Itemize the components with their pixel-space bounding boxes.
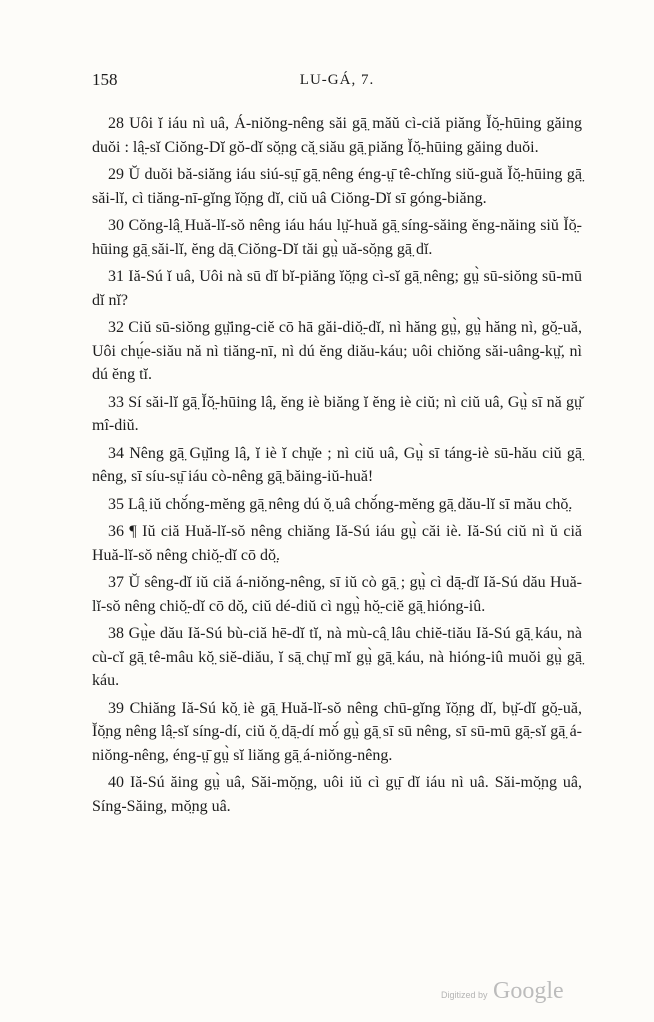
page-body: [92, 112, 582, 822]
verse-34: 34 Nêng gā̤ Gṳ̆ing lâ̤, ĭ iè ĭ chṳ̆e ; nì ciŭ uâ, Gṳ̀ sī táng-iè sū-hău ciŭ gā̤ nêng, sī síu-sṳ̄ iáu cò-nêng gā̤ băing-iŭ-huă!: [92, 444, 582, 485]
verse-39: 39 Chiăng Iă-Sú kŏ̤ iè gā̤ Huă-lĭ-sŏ nêng chū-gĭng ĭŏ̤ng dĭ, bṳ̆-dĭ gŏ̤-uă, Ĭŏ̤ng nêng lâ̤-sĭ síng-dí, ciŭ ŏ̤ dā̤-dí mŏ́ gṳ̀ gā̤ sī sū nêng, sī sū-mū gā̤-sĭ gā̤ á-niŏng-nêng, éng-ṳ̄ gṳ̀ sĭ liăng gā̤ á-niŏng-nêng.: [92, 699, 582, 764]
page-header: [92, 70, 582, 94]
watermark-brand: Google: [493, 978, 564, 1004]
verse-38: 38 Gṳ̀e dău Iă-Sú bù-ciă hē-dĭ tĭ, nà mù-câ̤ lâu chiĕ-tiău Iă-Sú gā̤ káu, nà cù-cĭ gā̤ tê-mâu kŏ̤ siĕ-diău, ĭ sā̤ chṳ̄ mĭ gṳ̀ gā̤ káu, nà hióng-iû muŏi gṳ̀ gā̤ káu.: [92, 625, 582, 689]
verse-30: 30 Cŏng-lâ̤ Huă-lĭ-sŏ nêng iáu háu lṳ̆-huă gā̤ síng-săing ĕng-năing siŭ Ĭŏ̤-hūing gā̤ săi-lĭ, ĕng dā̤ Ciŏng-Dĭ tăi gṳ̀ uă-sŏ̤ng gā̤ dĭ.: [92, 217, 582, 258]
verse-40: 40 Iă-Sú ăing gṳ̀ uâ, Săi-mŏ̤ng, uôi iŭ cì gṳ̄ dĭ iáu nì uâ. Săi-mŏ̤ng uâ, Síng-Săing, mŏ̤ng uâ.: [92, 774, 582, 815]
watermark-prefix: Digitized by: [441, 990, 488, 1000]
verse-31: 31 Iă-Sú ĭ uâ, Uôi nà sū dĭ bĭ-piăng ĭŏ̤ng cì-sĭ gā̤ nêng; gṳ̀ sū-siŏng sū-mū dĭ nĭ?: [92, 268, 582, 309]
verse-36: 36 ¶ Iŭ ciă Huă-lĭ-sŏ nêng chiăng Iă-Sú iáu gṳ̀ căi iè. Iă-Sú ciŭ nì ŭ ciă Huă-lĭ-sŏ nêng chiŏ̤-dĭ cō dŏ̤.: [92, 523, 582, 564]
verse-35: 35 Lâ̤ iŭ chŏ́ng-mĕng gā̤ nêng dú ŏ̤ uâ chŏ́ng-mĕng gā̤ dău-lĭ sī mău chŏ̤.: [108, 495, 573, 513]
verse-29: 29 Ŭ duŏi bă-siăng iáu siú-sṳ̄ gā̤ nêng éng-ṳ̄ tê-chĭng siŭ-guă Ĭŏ̤-hūing gā̤ săi-lĭ, cì tiăng-nī-gĭng ĭŏ̤ng dĭ, ciŭ uâ Ciŏng-Dĭ sī góng-biăng.: [92, 166, 582, 207]
running-title: LU-GÁ, 7.: [299, 72, 375, 88]
verse-33: 33 Sí săi-lĭ gā̤ Ĭŏ̤-hūing lâ̤, ĕng iè biăng ĭ ĕng iè ciŭ; nì ciŭ uâ, Gṳ̀ sī nă gṳ̆ mî-diŭ.: [92, 393, 582, 434]
digitized-watermark: [441, 980, 571, 1008]
verse-37: 37 Ŭ sêng-dĭ iŭ ciă á-niŏng-nêng, sī iŭ cò gā̤ ; gṳ̀ cì dā̤-dĭ Iă-Sú dău Huă-lĭ-sŏ nêng chiŏ̤-dĭ cō dŏ̤, ciŭ dé-diŭ cì ngṳ̀ hŏ̤-ciĕ gā̤ hióng-iû.: [92, 574, 582, 615]
verse-32: 32 Ciŭ sū-siŏng gṳ̆ing-ciĕ cō hā găi-diŏ̤-dĭ, nì hăng gṳ̀, gṳ̀ hăng nì, gŏ̤-uă, Uôi chṳ́e-siău nă nì tiăng-nī, nì dú ĕng diău-káu; uôi chiŏng săi-uâng-kṳ̆, nì dú ĕng tĭ.: [92, 319, 582, 383]
page-number: 158: [92, 70, 118, 89]
verse-28: 28 Uôi ĭ iáu nì uâ, Á-niŏng-nêng săi gā̤ măŭ cì-ciă piăng Ĭŏ̤-hūing găing duŏi : lâ̤-sĭ Ciŏng-Dĭ gŏ-dĭ sŏ̤ng că̤ siău gā̤ piăng Ĭŏ̤-hūing găing duŏi.: [92, 115, 582, 156]
